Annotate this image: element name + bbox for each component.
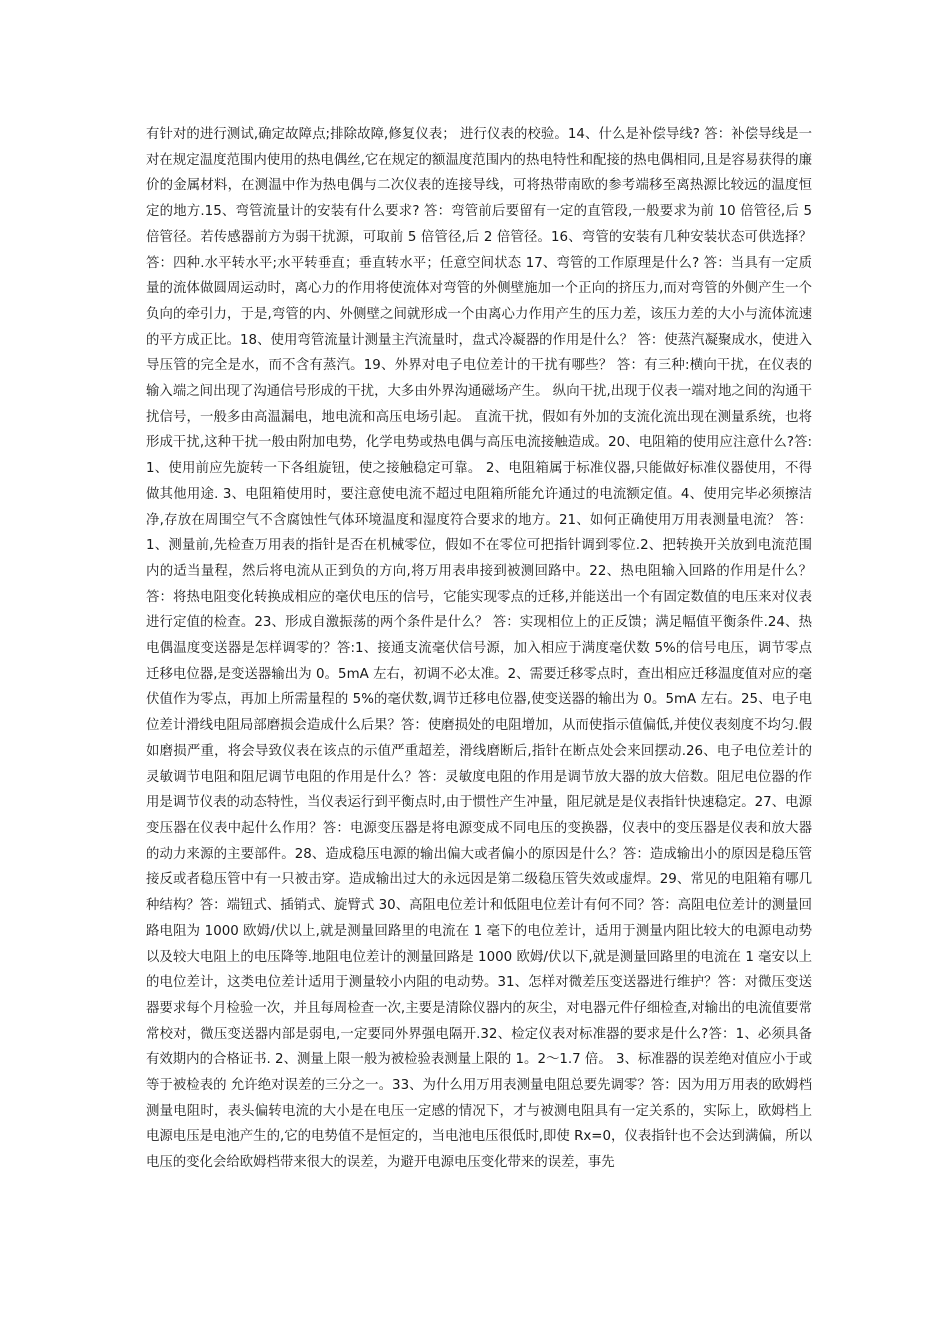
body-paragraph: 有针对的进行测试,确定故障点;排除故障,修复仪表； 进行仪表的校验。14、什么是补偿导线? 答：补偿导线是一对在规定温度范围内使用的热电偶丝,它在规定的额温度范围内的热电特性和配接的热电偶相同,且是容易获得的廉价的金属材料，在测温中作为热电偶与二次仪表的连接导线，可将热带南欧的参考端移至离热源比较远的温度恒定的地方.15、弯管流量计的安装有什么要求? 答：弯管前后要留有一定的直管段,一般要求为前 10 倍管径,后 5 倍管径。若传感器前方为弱干扰源，可取前 5 倍管径,后 2 倍管径。16、弯管的安装有几种安装状态可供选择？ 答：四种.水平转水平;水平转垂直；垂直转水平；任意空间状态 17、弯管的工作原理是什么? 答：当具有一定质量的流体做圆周运动时，离心力的作用将使流体对弯管的外侧壁施加一个正向的挤压力,而对弯管的外侧产生一个负向的牵引力，于是,弯管的内、外侧壁之间就形成一个由离心力作用产生的压力差，该压力差的大小与流体流速的平方成正比。18、使用弯管流量计测量主汽流量时，盘式冷凝器的作用是什么？ 答：使蒸汽凝聚成水，使进入导压管的完全是水，而不含有蒸汽。19、外界对电子电位差计的干扰有哪些？ 答：有三种:横向干扰，在仪表的输入端之间出现了沟通信号形成的干扰，大多由外界沟通磁场产生。 纵向干扰,出现于仪表一端对地之间的沟通干扰信号，一般多由高温漏电，地电流和高压电场引起。 直流干扰，假如有外加的支流化流出现在测量系统，也将形成干扰,这种干扰一般由附加电势，化学电势或热电偶与高压电流接触造成。20、电阻箱的使用应注意什么?答:1、使用前应先旋转一下各组旋钮，使之接触稳定可靠。 2、电阻箱属于标准仪器,只能做好标准仪器使用，不得做其他用途. 3、电阻箱使用时，要注意使电流不超过电阻箱所能允许通过的电流额定值。4、使用完毕必须擦洁净,存放在周围空气不含腐蚀性气体环境温度和湿度符合要求的地方。21、如何正确使用万用表测量电流？ 答：1、测量前,先检查万用表的指针是否在机械零位，假如不在零位可把指针调到零位.2、把转换开关放到电流范围内的适当量程，然后将电流从正到负的方向,将万用表串接到被测回路中。22、热电阻输入回路的作用是什么？ 答：将热电阻变化转换成相应的毫伏电压的信号，它能实现零点的迁移,并能送出一个有固定数值的电压来对仪表进行定值的检查。23、形成自激振荡的两个条件是什么？ 答：实现相位上的正反馈；满足幅值平衡条件.24、热电偶温度变送器是怎样调零的？答:1、接通支流毫伏信号源，加入相应于满度毫伏数 5%的信号电压，调节零点迁移电位器,是变送器输出为 0。5mA 左右，初调不必太准。2、需要迁移零点时，查出相应迁移温度值对应的毫伏值作为零点，再加上所需量程的 5%的毫伏数,调节迁移电位器,使变送器的输出为 0。5mA 左右。25、电子电位差计滑线电阻局部磨损会造成什么后果？答：使磨损处的电阻增加，从而使指示值偏低,并使仪表刻度不均匀.假如磨损严重，将会导致仪表在该点的示值严重超差，滑线磨断后,指针在断点处会来回摆动.26、电子电位差计的灵敏调节电阻和阻尼调节电阻的作用是什么？答：灵敏度电阻的作用是调节放大器的放大倍数。阻尼电位器的作用是调节仪表的动态特性，当仪表运行到平衡点时,由于惯性产生冲量，阻尼就是是仪表指针快速稳定。27、电源变压器在仪表中起什么作用？答：电源变压器是将电源变成不同电压的变换器，仪表中的变压器是仪表和放大器的动力来源的主要部件。28、造成稳压电源的输出偏大或者偏小的原因是什么？答：造成输出小的原因是稳压管接反或者稳压管中有一只被击穿。造成输出过大的永远因是第二级稳压管失效或虚焊。29、常见的电阻箱有哪几种结构？答：端钮式、插销式、旋臂式 30、高阻电位差计和低阻电位差计有何不同？答：高阻电位差计的测量回路电阻为 1000 欧姆/伏以上,就是测量回路里的电流在 1 毫下的电位差计，适用于测量内阻比较大的电源电动势以及较大电阻上的电压降等.地阻电位差计的测量回路是 1000 欧姆/伏以下,就是测量回路里的电流在 1 毫安以上的电位差计，这类电位差计适用于测量较小内阻的电动势。31、怎样对微差压变送器进行维护？答：对微压变送器要求每个月检验一次，并且每周检查一次,主要是清除仪器内的灰尘，对电器元件仔细检查,对输出的电流值要常常校对，微压变送器内部是弱电,一定要同外界强电隔开.32、检定仪表对标准器的要求是什么?答：1、必须具备有效期内的合格证书. 2、测量上限一般为被检验表测量上限的 1。2～1.7 倍。 3、标准器的误差绝对值应小于或等于被检表的 允许绝对误差的三分之一。33、为什么用万用表测量电阻总要先调零？答：因为用万用表的欧姆档测量电阻时，表头偏转电流的大小是在电压一定感的情况下，才与被测电阻具有一定关系的，实际上，欧姆档上电源电压是电池产生的,它的电势值不是恒定的，当电池电压很低时,即使 Rx=0，仪表指针也不会达到满偏，所以电压的变化会给欧姆档带来很大的误差，为避开电源电压变化带来的误差，事先	[146, 127, 812, 1171]
document-page	[146, 122, 812, 1176]
